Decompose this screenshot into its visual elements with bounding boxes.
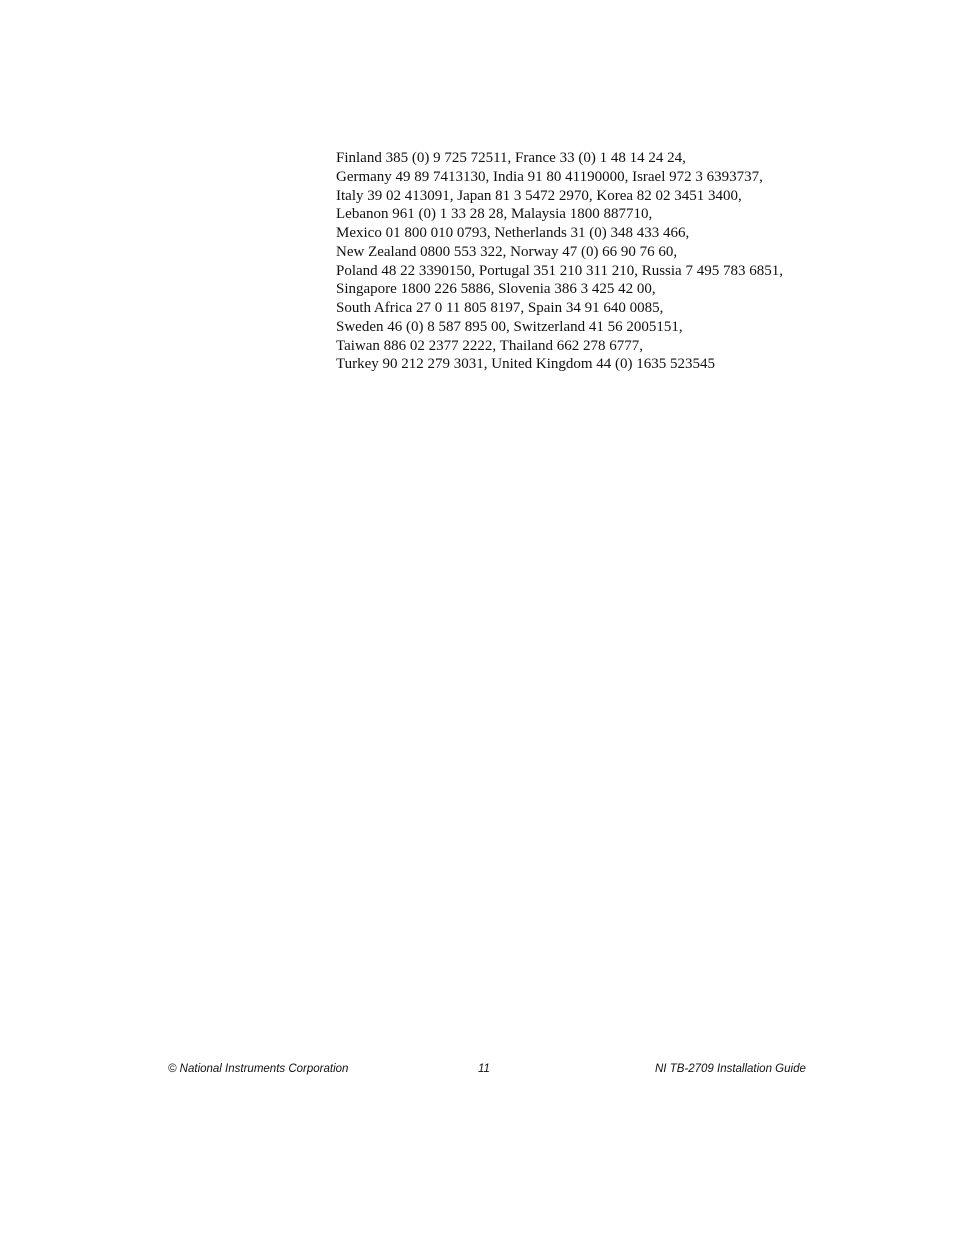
contact-line: Italy 39 02 413091, Japan 81 3 5472 2970, Korea 82 02 3451 3400, — [336, 187, 742, 204]
contact-line: South Africa 27 0 11 805 8197, Spain 34 91 640 0085, — [336, 300, 664, 316]
contact-line: New Zealand 0800 553 322, Norway 47 (0) 66 90 76 60, — [336, 243, 678, 260]
contact-line: Finland 385 (0) 9 725 72511, France 33 (0) 1 48 14 24 24, — [336, 150, 686, 166]
contact-line: Sweden 46 (0) 8 587 895 00, Switzerland 41 56 2005151, — [336, 318, 683, 335]
footer-doc-title: NI TB-2709 Installation Guide — [655, 1063, 806, 1075]
footer-copyright: © National Instruments Corporation — [168, 1063, 349, 1075]
contact-line: Mexico 01 800 010 0793, Netherlands 31 (0) 348 433 466, — [336, 225, 690, 241]
contact-line: Poland 48 22 3390150, Portugal 351 210 311 210, Russia 7 495 783 6851, — [336, 262, 783, 279]
contact-line: Singapore 1800 226 5886, Slovenia 386 3 425 42 00, — [336, 281, 656, 298]
contact-line: Lebanon 961 (0) 1 33 28 28, Malaysia 1800 887710, — [336, 206, 653, 223]
footer-page-number: 11 — [478, 1063, 490, 1075]
international-contacts — [336, 149, 936, 374]
contact-line: Germany 49 89 7413130, India 91 80 41190000, Israel 972 3 6393737, — [336, 168, 763, 185]
contact-line: Taiwan 886 02 2377 2222, Thailand 662 278 6777, — [336, 337, 643, 354]
contact-line: Turkey 90 212 279 3031, United Kingdom 44 (0) 1635 523545 — [336, 356, 716, 373]
